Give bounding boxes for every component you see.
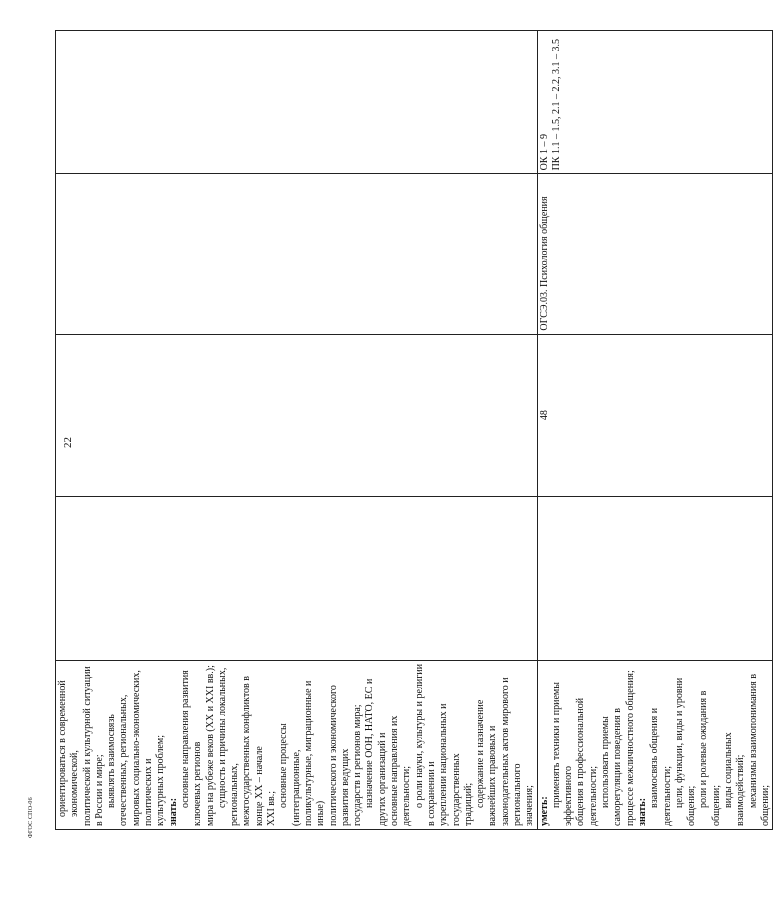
text-line: основные направления их деятельности; <box>389 715 413 826</box>
knowledge-skills-cell <box>56 660 538 829</box>
text-line: процессе межличностного общения; <box>624 670 636 826</box>
text-line: законодательных актов мирового и регионального <box>499 677 523 826</box>
max-load-cell <box>56 496 538 660</box>
max-load-cell <box>537 496 773 660</box>
page-number: 22 <box>62 437 74 448</box>
text-line: применять техники и приемы эффективного <box>550 682 575 826</box>
text-line: XXI вв.; <box>266 791 278 826</box>
footer-standard-code: ФГОС СПО-06 <box>28 797 34 838</box>
text-line: выявлять взаимосвязь отечественных, региональных, <box>106 694 130 826</box>
curriculum-table <box>55 30 773 830</box>
table-row <box>56 31 538 830</box>
discipline-cell <box>56 174 538 334</box>
text-line: цели, функции, виды и уровни общения; <box>673 677 698 826</box>
text-line: виды социальных взаимодействий; <box>723 732 747 826</box>
curriculum-table-rotated <box>55 30 771 830</box>
text-line: укреплении национальных и государственных <box>438 703 462 826</box>
knowledge-skills-cell <box>537 660 773 829</box>
text-line: ориентироваться в современной экономической, <box>57 680 81 817</box>
text-line: межгосударственных конфликтов в конце XX – начале <box>241 676 265 826</box>
text-line: использовать приемы саморегуляции поведения в <box>600 708 624 826</box>
text-line: назначение ООН, НАТО, ЕС и других организаций и <box>364 678 388 826</box>
text-line: уметь: <box>538 796 550 826</box>
text-line: знать: <box>636 797 648 826</box>
text-line: значения; <box>524 785 536 826</box>
table-row <box>537 31 773 830</box>
text-line: традиций; <box>462 782 474 826</box>
text-line: общения в профессиональной деятельности; <box>575 697 599 826</box>
text-line: поликультурные, миграционные и иные) <box>302 680 327 826</box>
text-line: взаимосвязь общения и деятельности; <box>649 707 673 826</box>
text-line: политического и экономического развития ведущих <box>327 685 351 826</box>
text-line: культурных проблем; <box>155 735 167 826</box>
text-line: о роли науки, культуры и религии в сохранении и <box>413 663 437 826</box>
discipline-cell: ОГСЭ.03. Психология общения <box>537 174 773 334</box>
hours-cell: 48 <box>537 334 773 496</box>
text-line: знать: <box>167 797 179 826</box>
text-line: механизмы взаимопонимания в общении; <box>747 673 771 826</box>
text-line: основные процессы (интеграционные, <box>278 723 302 826</box>
hours-cell <box>56 334 538 496</box>
text-line: политической и культурной ситуации в России и мире; <box>81 666 105 826</box>
competencies-cell <box>56 31 538 174</box>
competencies-cell: ОК 1 – 9 ПК 1.1 – 1.5, 2.1 – 2.2, 3.1 – 3.5 <box>537 31 773 174</box>
text-line: роли и ролевые ожидания в общении; <box>698 690 722 826</box>
text-line: мировых социально-экономических, политических и <box>130 670 155 826</box>
text-line: государств и регионов мира; <box>352 704 364 826</box>
text-line: содержание и назначение важнейших правовых и <box>475 699 499 826</box>
text-line: основные направления развития ключевых регионов <box>179 670 204 826</box>
text-line: мира на рубеже веков (XX и XXI вв.); <box>204 665 216 826</box>
text-line: сущность и причины локальных, региональных, <box>216 667 241 826</box>
